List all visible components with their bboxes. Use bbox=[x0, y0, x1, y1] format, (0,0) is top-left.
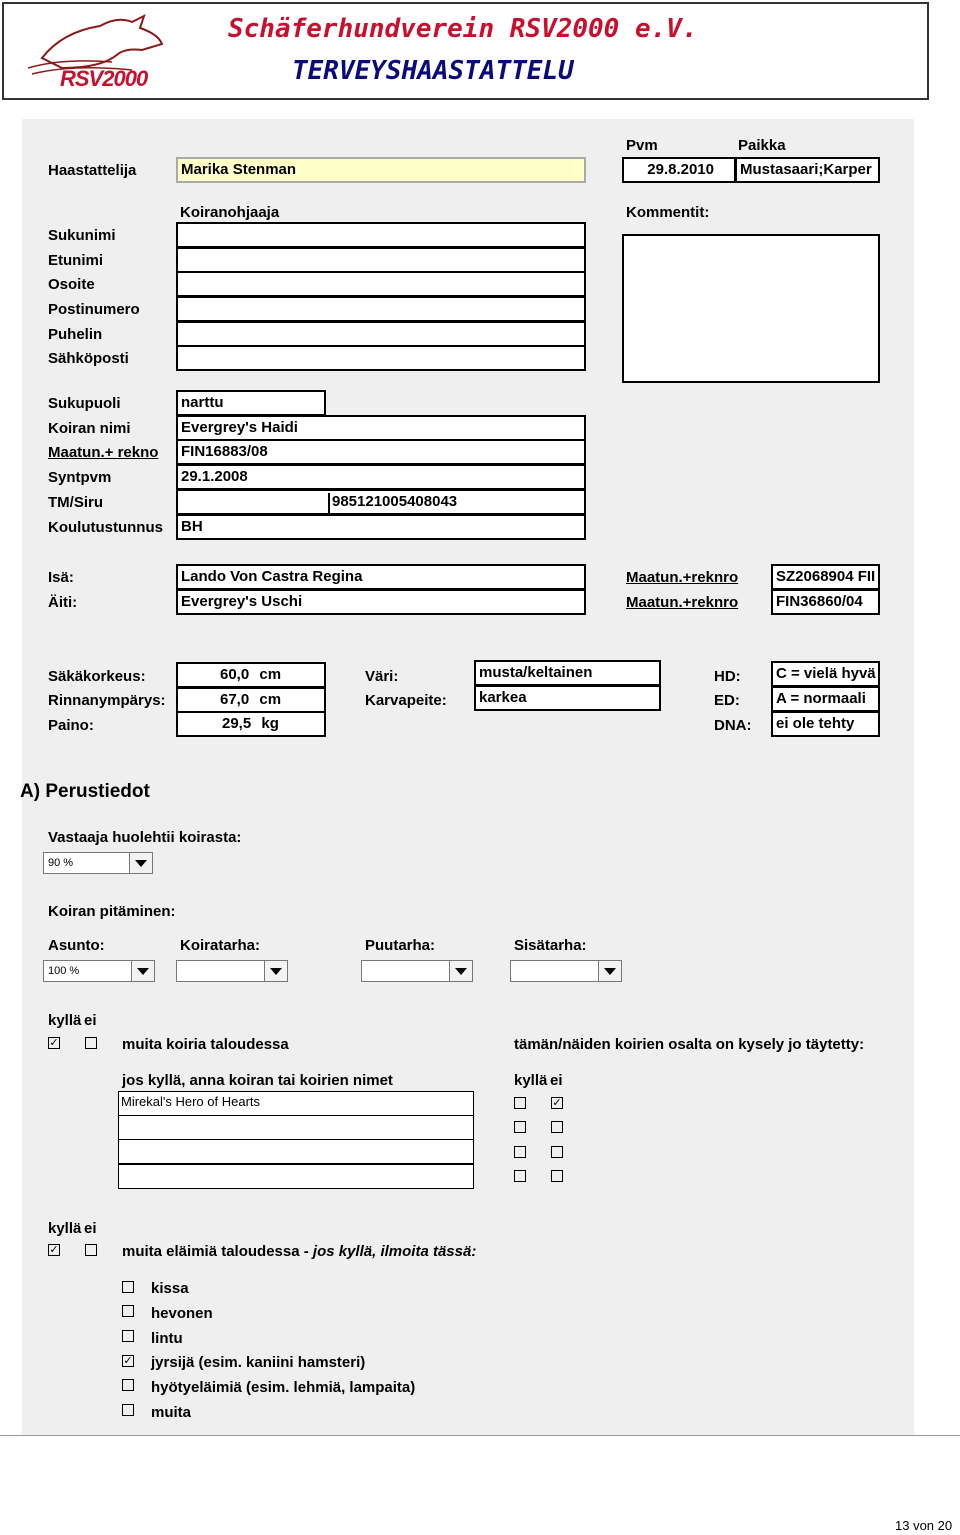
animal-other-label: muita bbox=[151, 1404, 192, 1421]
dam-reg-field[interactable]: FIN36860/04 bbox=[771, 589, 880, 615]
koiratarha-dropdown[interactable] bbox=[176, 960, 288, 982]
dam-reg-label: Maatun.+reknro bbox=[626, 594, 739, 611]
filled-no-header: ei bbox=[550, 1072, 563, 1089]
dna-field[interactable]: ei ole tehty bbox=[771, 711, 880, 737]
dam-label: Äiti: bbox=[48, 594, 78, 611]
filled-yes-checkbox-2[interactable] bbox=[514, 1121, 526, 1133]
animal-bird-checkbox[interactable] bbox=[122, 1330, 134, 1342]
chest-label: Rinnanympärys: bbox=[48, 692, 166, 709]
animal-livestock-label: hyötyeläimiä (esim. lehmiä, lampaita) bbox=[151, 1379, 416, 1396]
animal-bird-label: lintu bbox=[151, 1330, 183, 1347]
chip-value: 985121005408043 bbox=[328, 493, 457, 515]
interviewer-field[interactable]: Marika Stenman bbox=[176, 157, 586, 183]
dog-name-row-4[interactable] bbox=[118, 1164, 474, 1189]
filled-no-checkbox-1[interactable]: ✓ bbox=[552, 1097, 562, 1109]
koiratarha-label: Koiratarha: bbox=[180, 937, 261, 954]
animals-yes-header: kyllä bbox=[48, 1220, 82, 1237]
hd-field[interactable]: C = vielä hyvä bbox=[771, 661, 880, 687]
sire-label: Isä: bbox=[48, 569, 74, 586]
handler-postcode-field[interactable] bbox=[176, 296, 586, 322]
handler-label-phone: Puhelin bbox=[48, 326, 103, 343]
animal-horse-checkbox[interactable] bbox=[122, 1305, 134, 1317]
filled-no-checkbox-4[interactable] bbox=[551, 1170, 563, 1182]
sisatarha-label: Sisätarha: bbox=[514, 937, 587, 954]
animal-horse-label: hevonen bbox=[151, 1305, 213, 1322]
dam-field[interactable]: Evergrey's Uschi bbox=[176, 589, 586, 615]
asunto-dropdown[interactable] bbox=[43, 960, 155, 982]
ed-field[interactable]: A = normaali bbox=[771, 686, 880, 712]
other-dogs-yes-checkbox[interactable]: ✓ bbox=[49, 1037, 59, 1049]
chip-field[interactable] bbox=[176, 489, 586, 515]
dob-label: Syntpvm bbox=[48, 469, 112, 486]
handler-firstname-field[interactable] bbox=[176, 247, 586, 273]
page-number: 13 von 20 bbox=[895, 1518, 953, 1533]
care-label: Vastaaja huolehtii koirasta: bbox=[48, 829, 242, 846]
animal-other-checkbox[interactable] bbox=[122, 1404, 134, 1416]
animal-livestock-checkbox[interactable] bbox=[122, 1379, 134, 1391]
chip-label: TM/Siru bbox=[48, 494, 103, 511]
dog-name-row-2[interactable] bbox=[118, 1115, 474, 1140]
other-dogs-question: muita koiria taloudessa bbox=[122, 1036, 289, 1053]
handler-label-surname: Sukunimi bbox=[48, 227, 116, 244]
dna-label: DNA: bbox=[714, 717, 752, 734]
filled-no-checkbox-2[interactable] bbox=[551, 1121, 563, 1133]
filled-yes-checkbox-1[interactable] bbox=[514, 1097, 526, 1109]
reg-field[interactable]: FIN16883/08 bbox=[176, 439, 586, 465]
comments-field[interactable] bbox=[622, 234, 880, 383]
ed-label: ED: bbox=[714, 692, 740, 709]
form-title: TERVEYSHAASTATTELU bbox=[292, 56, 574, 86]
animal-cat-label: kissa bbox=[151, 1280, 189, 1297]
animal-rodent-label: jyrsijä (esim. kaniini hamsteri) bbox=[151, 1354, 366, 1371]
other-animals-question bbox=[122, 1243, 476, 1261]
logo-text: RSV2000 bbox=[60, 66, 148, 91]
sire-field[interactable]: Lando Von Castra Regina bbox=[176, 564, 586, 590]
weight-field[interactable] bbox=[176, 711, 326, 737]
dog-name-row-3[interactable] bbox=[118, 1139, 474, 1164]
asunto-label: Asunto: bbox=[48, 937, 105, 954]
place-label: Paikka bbox=[738, 137, 786, 154]
chevron-down-icon[interactable] bbox=[129, 853, 152, 873]
chest-value: 67,0 bbox=[220, 691, 250, 708]
handler-label-address: Osoite bbox=[48, 276, 95, 293]
sex-field[interactable]: narttu bbox=[176, 390, 326, 416]
chest-unit: cm bbox=[259, 691, 282, 708]
yes-header: kyllä bbox=[48, 1012, 82, 1029]
date-field[interactable]: 29.8.2010 bbox=[622, 157, 736, 183]
other-animals-question-italic: jos kyllä, ilmoita tässä: bbox=[312, 1243, 477, 1260]
handler-email-field[interactable] bbox=[176, 345, 586, 371]
names-label: jos kyllä, anna koiran tai koirien nimet bbox=[122, 1072, 393, 1089]
height-unit: cm bbox=[259, 666, 282, 683]
other-animals-question-main: muita eläimiä taloudessa - bbox=[122, 1243, 313, 1260]
handler-label-firstname: Etunimi bbox=[48, 252, 103, 269]
sisatarha-dropdown[interactable] bbox=[510, 960, 622, 982]
filled-yes-header: kyllä bbox=[514, 1072, 548, 1089]
dob-field[interactable]: 29.1.2008 bbox=[176, 464, 586, 490]
puutarha-label: Puutarha: bbox=[365, 937, 436, 954]
coat-field[interactable]: karkea bbox=[474, 685, 661, 711]
handler-label-postcode: Postinumero bbox=[48, 301, 140, 318]
weight-value: 29,5 bbox=[222, 715, 252, 732]
sex-label: Sukupuoli bbox=[48, 395, 121, 412]
weight-unit: kg bbox=[261, 715, 279, 732]
dog-name-field[interactable]: Evergrey's Haidi bbox=[176, 415, 586, 441]
filled-question: tämän/näiden koirien osalta on kysely jo täytetty: bbox=[514, 1036, 865, 1053]
chevron-down-icon[interactable] bbox=[598, 961, 621, 981]
handler-surname-field[interactable] bbox=[176, 222, 586, 248]
height-value: 60,0 bbox=[220, 666, 250, 683]
comments-label: Kommentit: bbox=[626, 204, 710, 221]
animal-rodent-checkbox[interactable]: ✓ bbox=[123, 1355, 133, 1367]
handler-phone-field[interactable] bbox=[176, 321, 586, 347]
care-dropdown[interactable] bbox=[43, 852, 153, 874]
other-animals-no-checkbox[interactable] bbox=[85, 1244, 97, 1256]
filled-yes-checkbox-4[interactable] bbox=[514, 1170, 526, 1182]
training-label: Koulutustunnus bbox=[48, 519, 163, 536]
filled-no-checkbox-3[interactable] bbox=[551, 1146, 563, 1158]
coat-label: Karvapeite: bbox=[365, 692, 447, 709]
hd-label: HD: bbox=[714, 668, 741, 685]
handler-label-email: Sähköposti bbox=[48, 350, 129, 367]
sire-reg-label: Maatun.+reknro bbox=[626, 569, 739, 586]
club-logo bbox=[22, 10, 172, 95]
interviewer-label: Haastattelija bbox=[48, 162, 137, 179]
height-label: Säkäkorkeus: bbox=[48, 668, 146, 685]
chevron-down-icon[interactable] bbox=[264, 961, 287, 981]
other-animals-yes-checkbox[interactable]: ✓ bbox=[49, 1244, 59, 1256]
chevron-down-icon[interactable] bbox=[449, 961, 472, 981]
dog-name-row-1[interactable]: Mirekal's Hero of Hearts bbox=[118, 1091, 474, 1116]
weight-label: Paino: bbox=[48, 717, 94, 734]
other-dogs-no-checkbox[interactable] bbox=[85, 1037, 97, 1049]
chevron-down-icon[interactable] bbox=[131, 961, 154, 981]
chest-field[interactable] bbox=[176, 687, 326, 713]
sire-reg-field[interactable]: SZ2068904 FII bbox=[771, 564, 880, 590]
no-header: ei bbox=[84, 1012, 97, 1029]
animals-no-header: ei bbox=[84, 1220, 97, 1237]
date-label: Pvm bbox=[626, 137, 658, 154]
keeping-label: Koiran pitäminen: bbox=[48, 903, 176, 920]
club-name: Schäferhundverein RSV2000 e.V. bbox=[228, 14, 698, 44]
animal-cat-checkbox[interactable] bbox=[122, 1281, 134, 1293]
section-a-title: A) Perustiedot bbox=[20, 781, 150, 802]
height-field[interactable] bbox=[176, 662, 326, 688]
color-field[interactable]: musta/keltainen bbox=[474, 660, 661, 686]
puutarha-dropdown[interactable] bbox=[361, 960, 473, 982]
dog-name-label: Koiran nimi bbox=[48, 420, 131, 437]
reg-label: Maatun.+ rekno bbox=[48, 444, 159, 461]
handler-address-field[interactable] bbox=[176, 271, 586, 297]
care-value: 90 % bbox=[48, 857, 74, 869]
asunto-value: 100 % bbox=[48, 965, 80, 977]
handler-heading: Koiranohjaaja bbox=[180, 204, 280, 221]
place-field[interactable]: Mustasaari;Karper bbox=[735, 157, 880, 183]
panel-bottom-line bbox=[0, 1435, 960, 1436]
training-field[interactable]: BH bbox=[176, 514, 586, 540]
filled-yes-checkbox-3[interactable] bbox=[514, 1146, 526, 1158]
color-label: Väri: bbox=[365, 668, 399, 685]
